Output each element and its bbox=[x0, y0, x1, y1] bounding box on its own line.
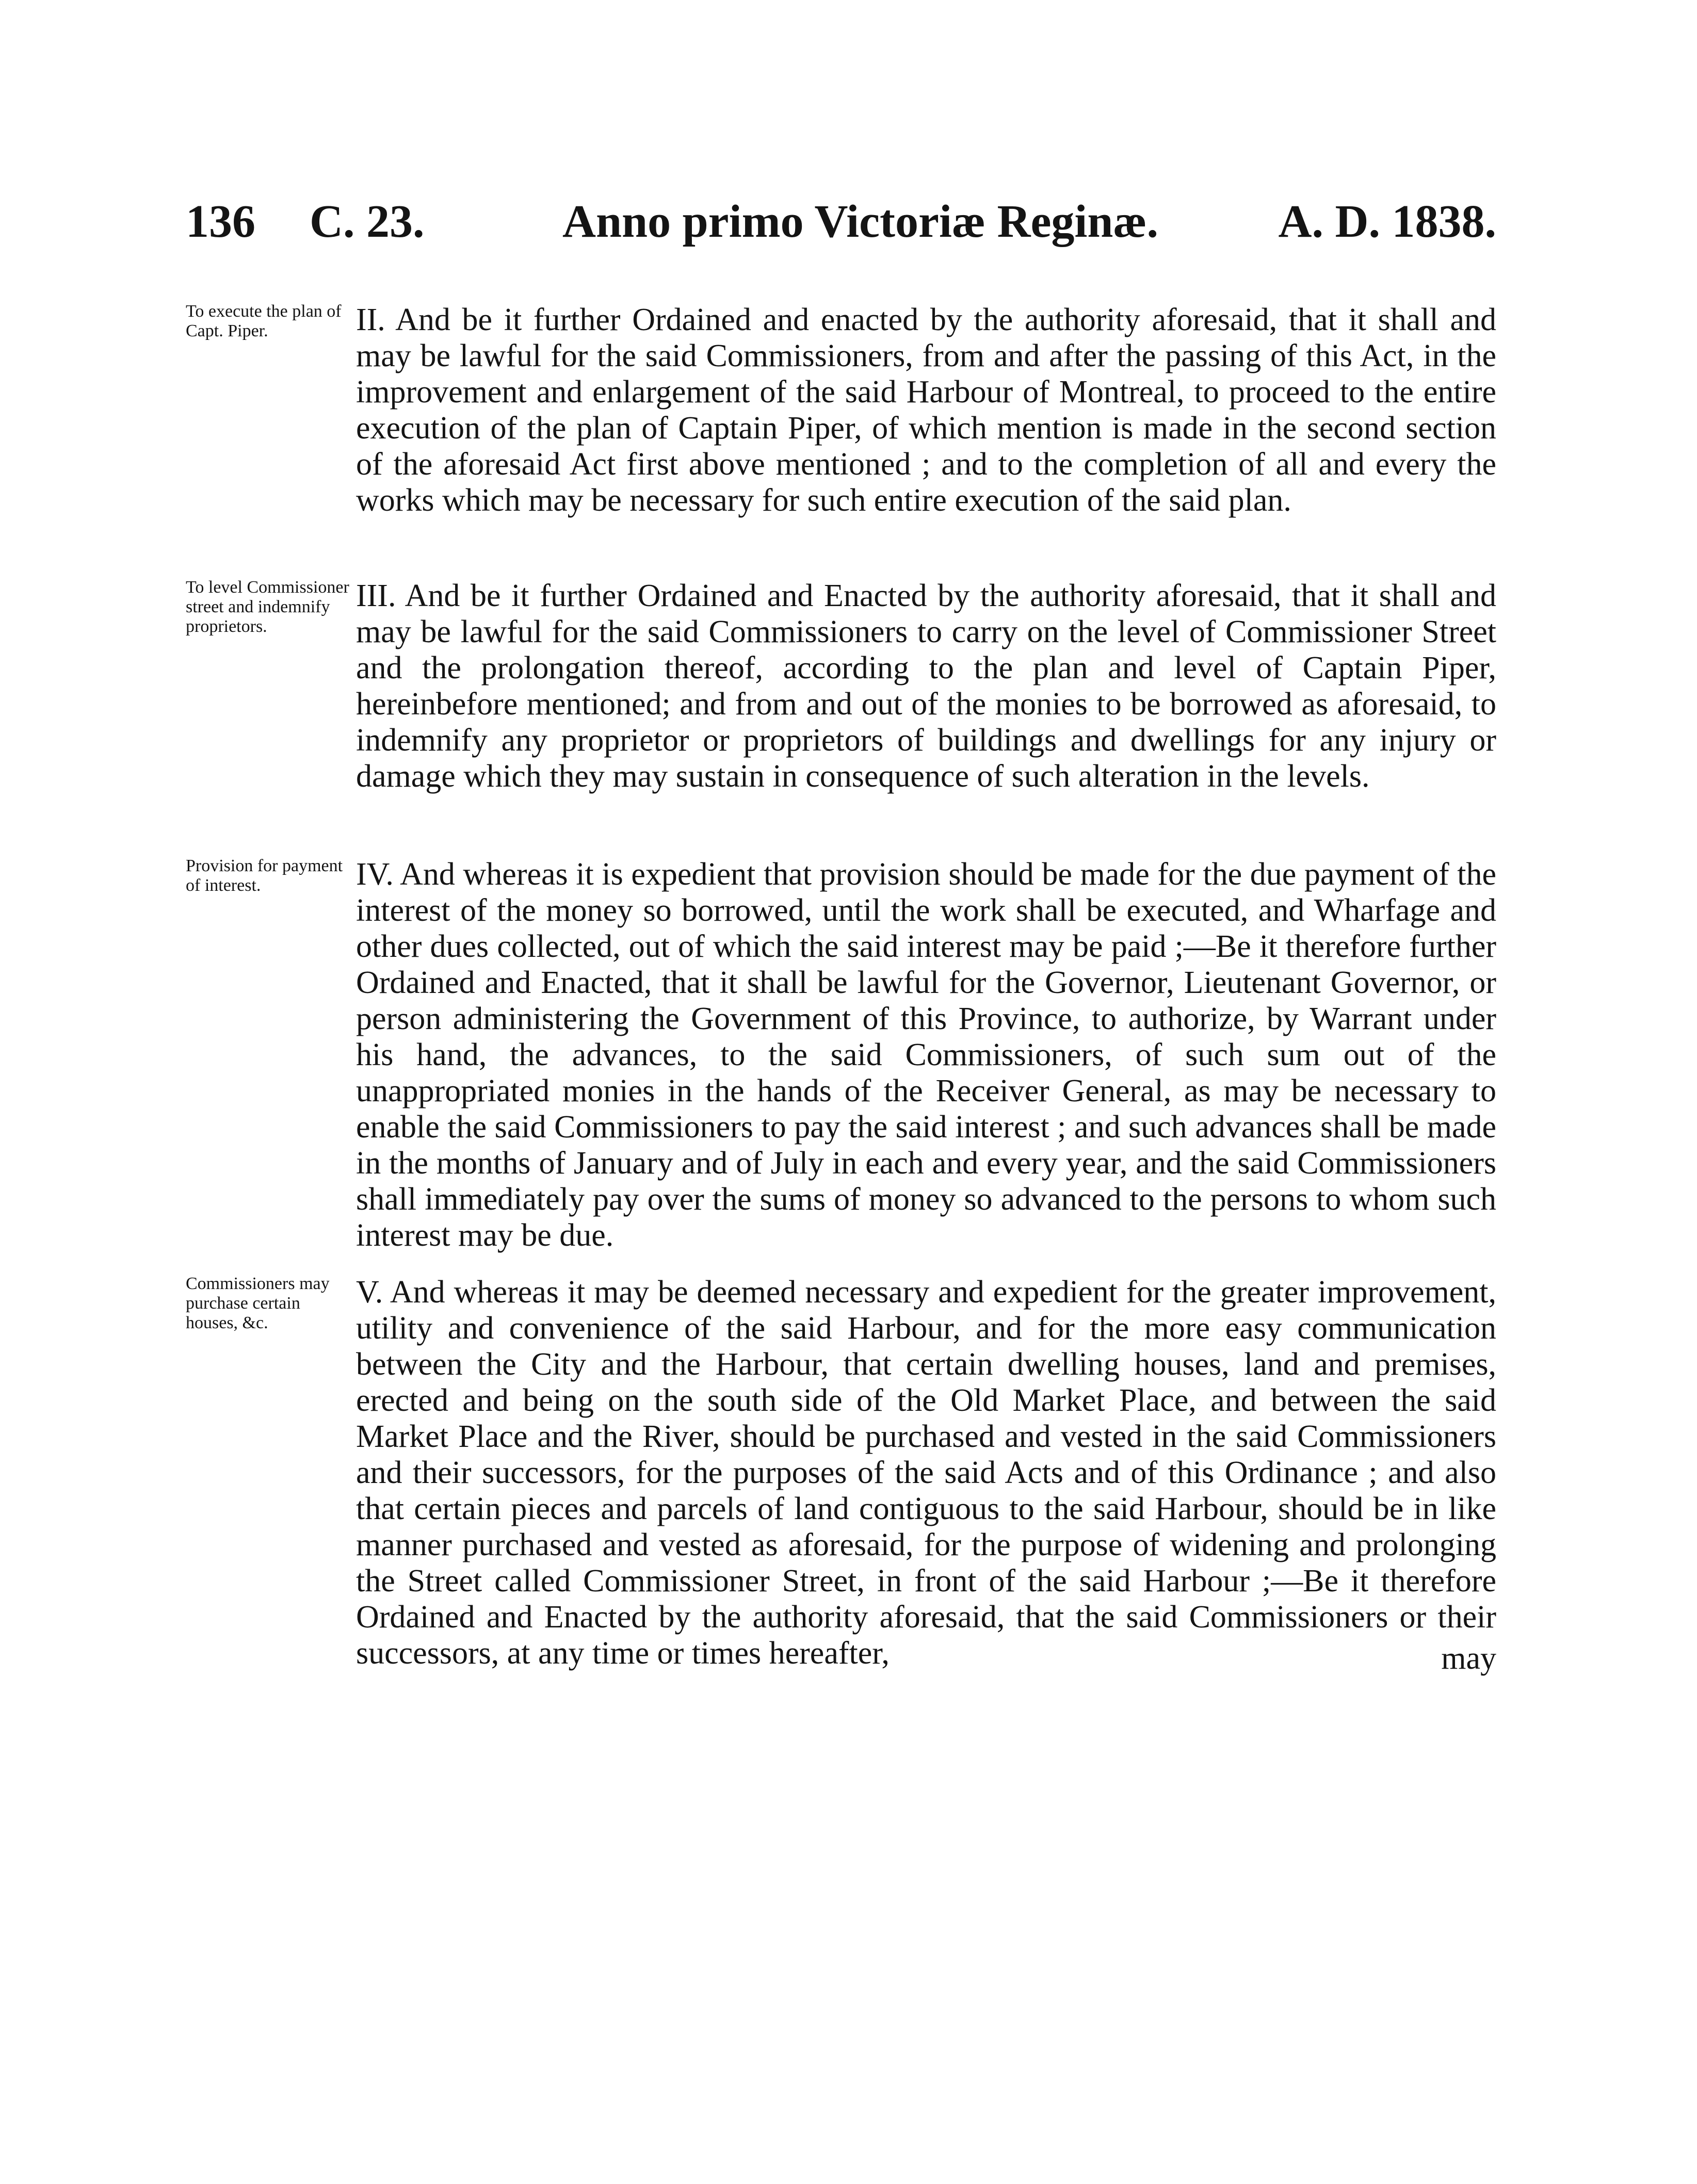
section-text: II. And be it further Ordained and enacted by the authority aforesaid, that it shall and may be lawful for the said Commissioners, from and after the passing of this Act, in the improvement and enlargement of the said Harbour of Montreal, to proceed to the entire execution of the plan of Captain Piper, of which mention is made in the second section of the aforesaid Act first above mentioned ; and to the completion of all and every the works which may be necessary for such entire execution of the said plan. bbox=[356, 302, 1496, 518]
chapter-number: C. 23. bbox=[310, 196, 425, 247]
section-text: V. And whereas it may be deemed necessary and expedient for the greater improvement, utility and convenience of the said Harbour, and for the more easy communication between the City and the Harbour, that certain dwelling houses, land and premises, erected and being on the south side of the Old Market Place, and between the said Market Place and the River, should be purchased and vested in the said Commissioners and their successors, for the purposes of the said Acts and of this Ordinance ; and also that certain pieces and parcels of land contiguous to the said Harbour, should be in like manner purchased and vested as aforesaid, for the purpose of widening and prolonging the Street called Commissioner Street, in front of the said Harbour ;—Be it therefore Ordained and Enacted by the authority aforesaid, that the said Commissioners or their successors, at any time or times hereafter, bbox=[356, 1275, 1496, 1671]
margin-note: Commissioners may purchase certain houses, &c. bbox=[186, 1274, 330, 1332]
page-number: 136 bbox=[186, 196, 255, 247]
running-title: Anno primo Victoriæ Reginæ. bbox=[562, 196, 1158, 247]
year-label: A. D. 1838. bbox=[1278, 196, 1496, 247]
section-text: IV. And whereas it is expedient that provision should be made for the due payment of the interest of the money so borrowed, until the work shall be executed, and Wharfage and other dues collected, out of which the said interest may be paid ;—Be it therefore further Ordained and Enacted, that it shall be lawful for the Governor, Lieutenant Governor, or person administering the Government of this Province, to authorize, by Warrant under his hand, the advances, to the said Commissioners, of such sum out of the unappropriated monies in the hands of the Receiver General, as may be necessary to enable the said Commissioners to pay the said interest ; and such advances shall be made in the months of January and of July in each and every year, and the said Commissioners shall immediately pay over the sums of money so advanced to the persons to whom such interest may be due. bbox=[356, 857, 1496, 1253]
margin-note: To execute the plan of Capt. Piper. bbox=[186, 302, 342, 340]
running-header bbox=[186, 193, 1496, 250]
margin-note: Provision for payment of interest. bbox=[186, 856, 343, 895]
catchword: may bbox=[1441, 1641, 1496, 1676]
margin-note: To level Commissioner street and indemnify proprietors. bbox=[186, 578, 349, 636]
section-text: III. And be it further Ordained and Enacted by the authority aforesaid, that it shall and may be lawful for the said Commissioners to carry on the level of Commissioner Street and the prolongation thereof, according to the plan and level of Captain Piper, hereinbefore mentioned; and from and out of the monies to be borrowed as aforesaid, to indemnify any proprietor or proprietors of buildings and dwellings for any injury or damage which they may sustain in consequence of such alteration in the levels. bbox=[356, 578, 1496, 794]
